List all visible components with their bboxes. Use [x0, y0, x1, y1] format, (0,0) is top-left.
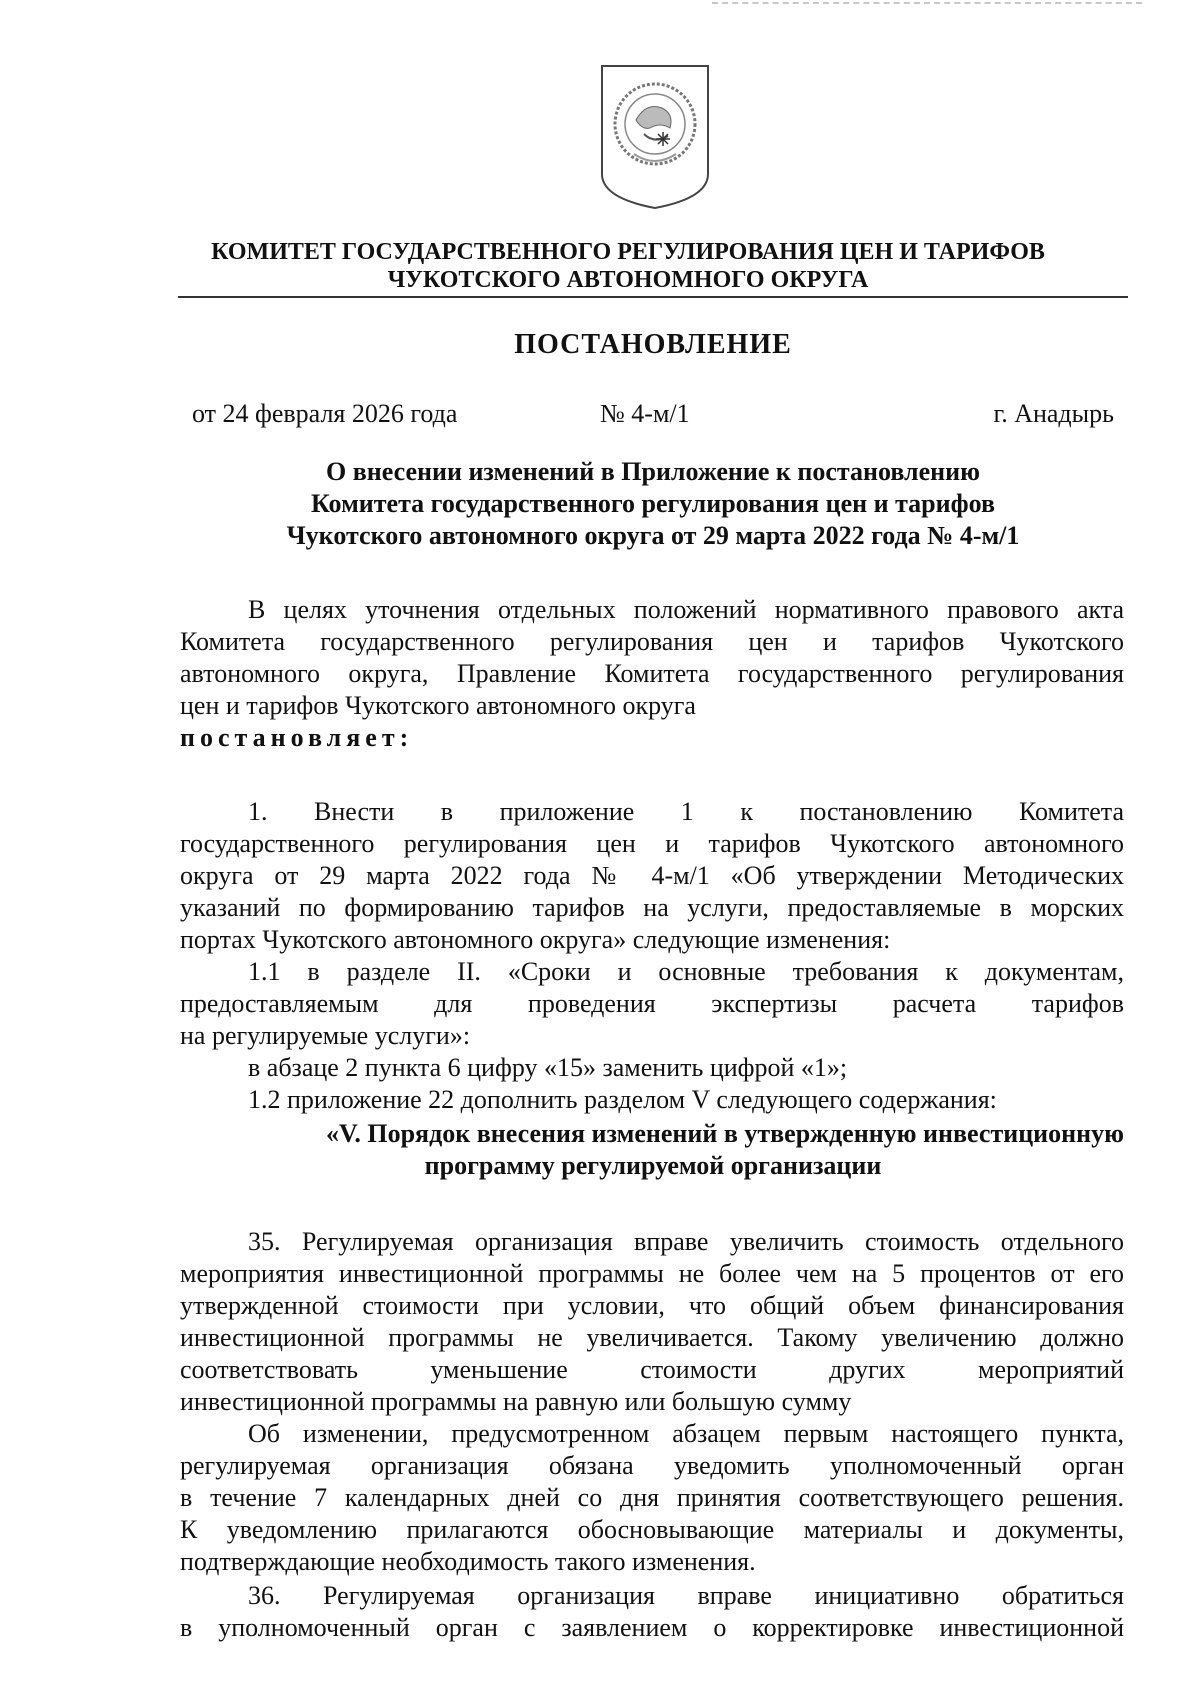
document-type-title: ПОСТАНОВЛЕНИЕ [514, 329, 792, 360]
para-35-line: инвестиционной программы на равную или большую сумму [180, 1387, 852, 1416]
document-city: г. Анадырь [993, 399, 1114, 428]
item-1-1-text: в абзаце 2 пункта 6 цифру «15» заменить цифрой «1»; [248, 1053, 848, 1082]
document-number: № 4-м/1 [600, 399, 690, 428]
header-divider [178, 296, 1128, 298]
section-v-title: «V. Порядок внесения изменений в утвержденную инвестиционную [325, 1119, 1124, 1148]
resolves-word: постановляет: [180, 723, 414, 752]
item-1-line: округа от 29 марта 2022 года № 4-м/1 «Об утверждении Методических [180, 861, 1124, 890]
preamble-line: Комитета государственного регулирования цен и тарифов Чукотского [180, 627, 1124, 656]
para-35-line: 35. Регулируемая организация вправе увеличить стоимость отдельного [248, 1227, 1124, 1256]
org-name-line-2: ЧУКОТСКОГО АВТОНОМНОГО ОКРУГА [387, 267, 869, 293]
coat-of-arms-emblem [596, 62, 714, 210]
item-1-line: государственного регулирования цен и тарифов Чукотского автономного [180, 829, 1124, 858]
para-35-line: инвестиционной программы не увеличивается. Такому увеличению должно [180, 1323, 1124, 1352]
para-35b-line: в течение 7 календарных дней со дня принятия соответствующего решения. [180, 1483, 1124, 1512]
para-35-line: мероприятия инвестиционной программы не более чем на 5 процентов от его [180, 1259, 1124, 1288]
para-35b-line: подтверждающие необходимость такого изменения. [180, 1547, 756, 1576]
para-35-line: утвержденной стоимости при условии, что общий объем финансирования [180, 1291, 1124, 1320]
item-1-line: указаний по формированию тарифов на услуги, предоставляемые в морских [180, 893, 1124, 922]
section-v-title: программу регулируемой организации [424, 1151, 882, 1180]
para-35-line: соответствовать уменьшение стоимости других мероприятий [180, 1355, 1124, 1384]
scan-edge-mark [712, 2, 1142, 4]
para-35b-line: Об изменении, предусмотренном абзацем первым настоящего пункта, [248, 1419, 1124, 1448]
org-name-line-1: КОМИТЕТ ГОСУДАРСТВЕННОГО РЕГУЛИРОВАНИЯ ЦЕН И ТАРИФОВ [211, 239, 1045, 265]
para-35b-line: К уведомлению прилагаются обосновывающие материалы и документы, [180, 1515, 1124, 1544]
preamble-line: В целях уточнения отдельных положений нормативного правового акта [248, 595, 1124, 624]
item-1-line: 1. Внести в приложение 1 к постановлению Комитета [248, 797, 1124, 826]
preamble-line: автономного округа, Правление Комитета государственного регулирования [180, 659, 1124, 688]
subject-line: О внесении изменений в Приложение к постановлению [326, 457, 980, 486]
subject-line: Чукотского автономного округа от 29 марта 2022 года № 4-м/1 [286, 521, 1020, 550]
item-1-line: портах Чукотского автономного округа» следующие изменения: [180, 925, 891, 954]
para-36-line: в уполномоченный орган с заявлением о корректировке инвестиционной [180, 1613, 1124, 1642]
item-1-1-line: на регулируемые услуги»: [180, 1021, 471, 1050]
document-date: от 24 февраля 2026 года [192, 399, 458, 428]
item-1-1-line: предоставляемым для проведения экспертизы расчета тарифов [180, 989, 1124, 1018]
preamble-line: цен и тарифов Чукотского автономного округа [180, 691, 696, 720]
item-1-2-line: 1.2 приложение 22 дополнить разделом V следующего содержания: [248, 1085, 997, 1114]
subject-line: Комитета государственного регулирования цен и тарифов [311, 489, 995, 518]
para-36-line: 36. Регулируемая организация вправе инициативно обратиться [248, 1581, 1124, 1610]
para-35b-line: регулируемая организация обязана уведомить уполномоченный орган [180, 1451, 1124, 1480]
item-1-1-line: 1.1 в разделе II. «Сроки и основные требования к документам, [248, 957, 1124, 986]
